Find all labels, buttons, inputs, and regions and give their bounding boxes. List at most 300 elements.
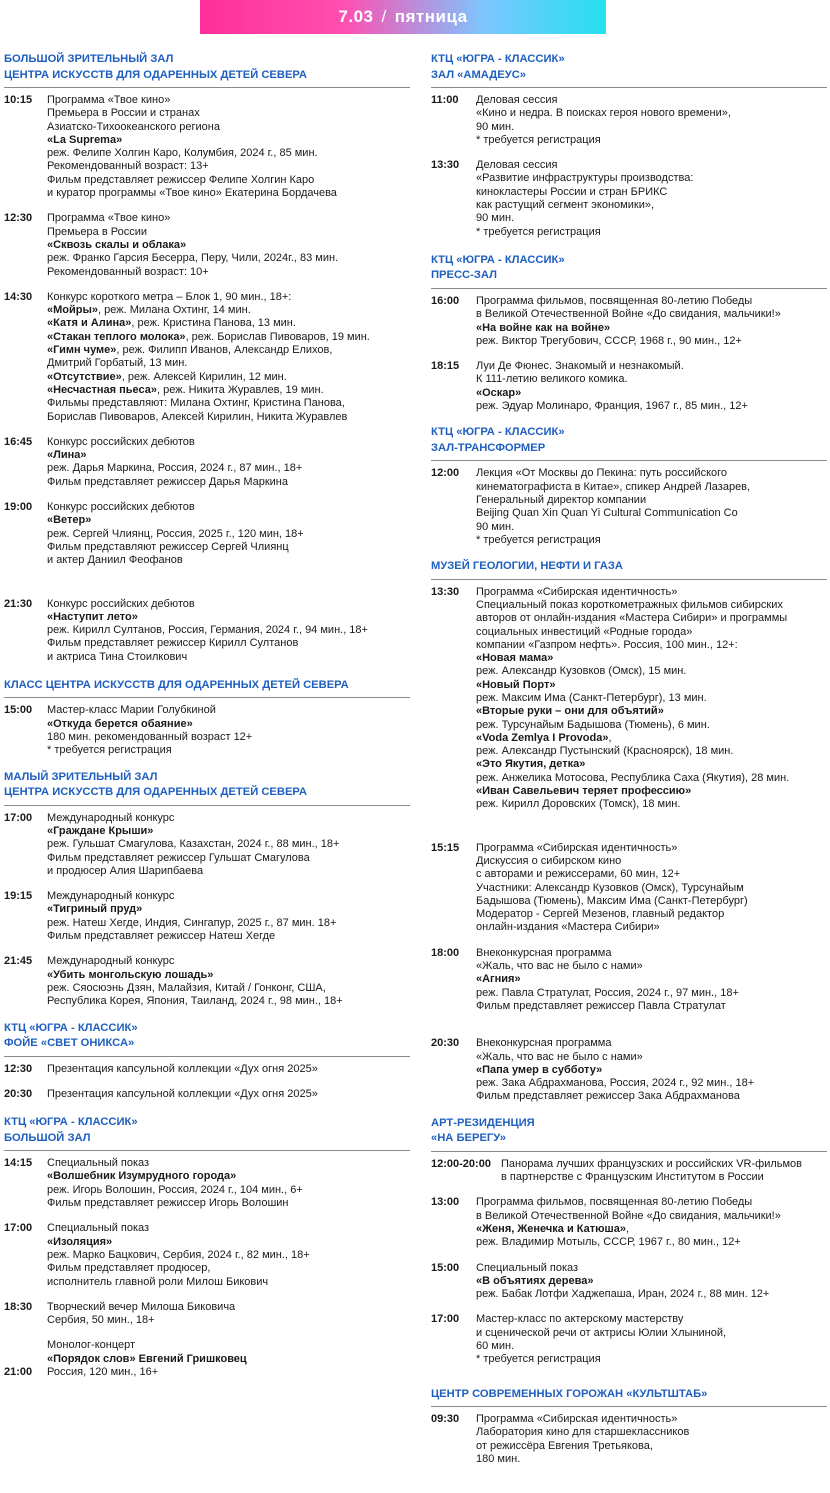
film-title: «Лина» (47, 449, 87, 462)
film-title: «Стакан теплого молока» (47, 330, 186, 343)
event-details (47, 598, 410, 664)
event-time: 15:00 (4, 704, 33, 717)
venue-section (4, 678, 410, 758)
film-title: «Иван Савельевич теряет профессию» (476, 785, 692, 798)
venue-header (431, 1116, 827, 1152)
venue-title: КТЦ «ЮГРА - КЛАССИК» (431, 253, 565, 266)
venue-title: ФОЙЕ «СВЕТ ОНИКСА» (4, 1037, 135, 1050)
venue-section (431, 425, 827, 547)
event-time: 17:00 (4, 1222, 33, 1235)
banner-date: 7.03 (338, 7, 374, 26)
date-banner (200, 0, 606, 34)
event-line: Специальный показ (47, 1222, 150, 1235)
film-info: , реж. Борислав Пивоваров, 19 мин. (185, 330, 370, 343)
event-details (47, 1339, 410, 1379)
schedule-event (4, 1339, 410, 1379)
event-line: реж. Фелипе Холгин Каро, Колумбия, 2024 г., 85 мин. (47, 147, 318, 160)
film-title: «Гимн чуме» (47, 344, 117, 357)
event-line: реж. Павла Стратулат, Россия, 2024 г., 97 мин., 18+ (476, 986, 739, 999)
schedule-event (431, 467, 827, 547)
event-details (47, 291, 410, 424)
event-time: 12:00 (431, 467, 460, 480)
right-column (431, 52, 827, 1478)
event-line: реж. Сяосюэнь Дзян, Малайзия, Китай / Гонконг, США, (47, 981, 326, 994)
event-time: 14:15 (4, 1157, 33, 1170)
event-line: Программа фильмов, посвященная 80-летию Победы (476, 1196, 753, 1209)
film-title: «Мойры» (47, 304, 98, 317)
event-line: «Жаль, что вас не было с нами» (476, 960, 643, 973)
event-time: 17:00 (4, 811, 33, 824)
event-details (476, 94, 827, 147)
venue-title: АРТ-РЕЗИДЕНЦИЯ (431, 1116, 535, 1129)
venue-title: КТЦ «ЮГРА - КЛАССИК» (4, 1116, 138, 1129)
venue-header (431, 52, 827, 88)
schedule-event (4, 1301, 410, 1328)
event-line: реж. Эдуар Молинаро, Франция, 1967 г., 85 мин., 12+ (476, 400, 748, 413)
event-time: 21:00 (4, 1365, 33, 1378)
event-line: * требуется регистрация (47, 744, 172, 757)
venue-title: «НА БЕРЕГУ» (431, 1132, 507, 1145)
event-line: Луи Де Фюнес. Знакомый и незнакомый. (476, 360, 684, 373)
event-line: Бадышова (Тюмень), Максим Има (Санкт-Петербург) (476, 894, 748, 907)
event-line: реж. Натеш Хегде, Индия, Сингапур, 2025 г., 87 мин. 18+ (47, 916, 337, 929)
event-line: и актриса Тина Стоилкович (47, 650, 188, 663)
event-line: Деловая сессия (476, 94, 558, 106)
film-title: «Граждане Крыши» (47, 824, 154, 837)
event-line: * требуется регистрация (476, 1353, 601, 1366)
venue-section (431, 1116, 827, 1367)
event-line: Сербия, 50 мин., 18+ (47, 1314, 155, 1327)
event-line: Международный конкурс (47, 811, 175, 824)
event-line: Специальный показ (47, 1157, 150, 1170)
event-line: Внеконкурсная программа (476, 946, 612, 959)
schedule-event (431, 1196, 827, 1249)
event-line: Программа фильмов, посвященная 80-летию Победы (476, 294, 753, 307)
event-line: Конкурс российских дебютов (47, 435, 195, 448)
schedule-event (4, 1088, 410, 1101)
event-line: Фильм представляет режиссер Натеш Хегде (47, 930, 276, 943)
event-details (47, 212, 410, 278)
event-host: Евгений Гришковец (135, 1352, 247, 1365)
film-title: «В объятиях дерева» (476, 1274, 594, 1287)
event-line: реж. Кирилл Доровских (Томск), 18 мин. (476, 798, 681, 811)
film-title: «На войне как на войне» (476, 321, 611, 334)
event-details (476, 467, 827, 547)
event-time: 13:30 (431, 585, 460, 598)
venue-title: КЛАСС ЦЕНТРА ИСКУССТВ ДЛЯ ОДАРЕННЫХ ДЕТЕЙ СЕВЕРА (4, 678, 349, 691)
event-line: Рекомендованный возраст: 10+ (47, 265, 209, 278)
event-time: 18:30 (4, 1300, 33, 1313)
venue-title: ЦЕНТР СОВРЕМЕННЫХ ГОРОЖАН «КУЛЬТШТАБ» (431, 1387, 708, 1400)
event-line: Лаборатория кино для старшеклассников (476, 1426, 690, 1439)
event-line: Премьера в России и странах (47, 107, 200, 120)
schedule-event (431, 1413, 827, 1466)
venue-title: КТЦ «ЮГРА - КЛАССИК» (431, 53, 565, 65)
event-details (476, 1196, 827, 1249)
event-line: реж. Марко Бацкович, Сербия, 2024 г., 82 мин., 18+ (47, 1248, 310, 1261)
event-details (476, 1262, 827, 1302)
schedule-event (431, 586, 827, 812)
film-title: «Несчастная пьеса» (47, 383, 157, 396)
event-line: Мастер-класс по актерскому мастерству (476, 1313, 684, 1326)
event-line: Монолог-концерт (47, 1339, 136, 1352)
schedule-event (431, 1158, 827, 1185)
event-line: Программа «Сибирская идентичность» (476, 1413, 678, 1426)
event-line: Фильм представляет режиссер Гульшат Смагулова (47, 851, 310, 864)
venue-section (4, 770, 410, 1009)
venue-header (4, 1115, 410, 1151)
event-line: «Жаль, что вас не было с нами» (476, 1050, 643, 1063)
schedule-event (4, 890, 410, 943)
event-line: реж. Максим Има (Санкт-Петербург), 13 мин. (476, 692, 707, 704)
event-line: Республика Корея, Япония, Таиланд, 2024 г., 98 мин., 18+ (47, 995, 343, 1008)
event-line: 90 мин. (476, 520, 515, 533)
schedule-event (4, 704, 410, 757)
event-line: реж. Франко Гарсия Бесерра, Перу, Чили, 2024г., 83 мин. (47, 252, 339, 265)
event-line: Панорама лучших французских и российских VR-фильмов (501, 1157, 803, 1170)
film-title: «Убить монгольскую лошадь» (47, 968, 214, 981)
event-line (47, 304, 410, 317)
event-line: как растущий сегмент экономики», (476, 199, 655, 212)
event-line: Фильм представляет режиссер Дарья Маркина (47, 475, 288, 488)
event-line: реж. Бабак Лотфи Хаджепаша, Иран, 2024 г., 88 мин. 12+ (476, 1288, 770, 1301)
event-line: Конкурс короткого метра – Блок 1, 90 мин., 18+: (47, 290, 292, 303)
event-line: Специальный показ (476, 1261, 579, 1274)
venue-header (4, 1021, 410, 1057)
event-time: 15:15 (431, 841, 460, 854)
venue-section (431, 52, 827, 239)
event-details (476, 1313, 827, 1366)
event-line: авторов от онлайн-издания «Мастера Сибири» и программы (476, 612, 788, 625)
event-details (476, 1413, 827, 1466)
event-details (476, 947, 827, 1013)
event-line: кинокластеры России и стран БРИКС (476, 185, 668, 198)
event-time: 16:45 (4, 435, 33, 448)
event-line: и сценической речи от актрисы Юлии Хлыниной, (476, 1326, 727, 1339)
event-line: Презентация капсульной коллекции «Дух огня 2025» (47, 1062, 318, 1075)
event-time: 16:00 (431, 294, 460, 307)
event-details (501, 1158, 827, 1185)
event-details (476, 295, 827, 348)
venue-header (4, 52, 410, 88)
event-line: Модератор - Сергей Мезенов, главный редактор (476, 908, 725, 921)
event-time: 10:15 (4, 94, 33, 106)
schedule-event (4, 1157, 410, 1210)
schedule-event (4, 1222, 410, 1288)
film-title: «Оскар» (476, 386, 522, 399)
event-line: Программа «Сибирская идентичность» (476, 841, 678, 854)
film-info: , реж. Алексей Кирилин, 12 мин. (121, 370, 287, 383)
venue-title: МУЗЕЙ ГЕОЛОГИИ, НЕФТИ И ГАЗА (431, 560, 623, 573)
schedule-event (431, 947, 827, 1013)
event-line: исполнитель главной роли Милош Бикович (47, 1275, 269, 1288)
schedule-event (431, 1313, 827, 1366)
event-line: 180 мин. рекомендованный возраст 12+ (47, 731, 253, 744)
film-title: «Женя, Женечка и Катюша» (476, 1222, 626, 1235)
film-info: , реж. Филипп Иванов, Александр Елихов, (116, 344, 333, 357)
event-line: Генеральный директор компании (476, 493, 647, 506)
venue-title: ЦЕНТРА ИСКУССТВ ДЛЯ ОДАРЕННЫХ ДЕТЕЙ СЕВЕРА (4, 68, 307, 81)
event-line: с авторами и режиссерами, 60 мин, 12+ (476, 868, 681, 881)
event-details (476, 586, 827, 812)
event-time: 12:00-20:00 (431, 1157, 491, 1170)
venue-title: МАЛЫЙ ЗРИТЕЛЬНЫЙ ЗАЛ (4, 770, 158, 783)
event-line: в Великой Отечественной Войне «До свидания, мальчики!» (476, 308, 781, 321)
event-details (476, 159, 827, 239)
event-line: онлайн-издания «Мастера Сибири» (476, 921, 660, 934)
venue-title: КТЦ «ЮГРА - КЛАССИК» (431, 426, 565, 439)
film-title: «Voda Zemlya I Provoda» (476, 731, 609, 744)
film-info: , (625, 1222, 629, 1235)
schedule-event (4, 436, 410, 489)
schedule-event (431, 1262, 827, 1302)
event-line: Рекомендованный возраст: 13+ (47, 160, 209, 173)
event-line: * требуется регистрация (476, 533, 601, 546)
event-time: 09:30 (431, 1413, 460, 1426)
event-line: Программа «Твое кино» (47, 212, 171, 225)
event-line: Внеконкурсная программа (476, 1037, 612, 1050)
event-details (47, 94, 410, 200)
event-line: Конкурс российских дебютов (47, 597, 195, 610)
schedule-event (4, 212, 410, 278)
venue-title: ЦЕНТРА ИСКУССТВ ДЛЯ ОДАРЕННЫХ ДЕТЕЙ СЕВЕРА (4, 786, 307, 799)
event-line: реж. Александр Кузовков (Омск), 15 мин. (476, 665, 687, 678)
event-details (47, 436, 410, 489)
event-details (47, 890, 410, 943)
event-line (47, 384, 410, 397)
event-line (476, 732, 827, 745)
film-title: «Папа умер в субботу» (476, 1063, 603, 1076)
event-line: Презентация капсульной коллекции «Дух огня 2025» (47, 1087, 318, 1100)
event-line: Творческий вечер Милоша Биковича (47, 1300, 236, 1313)
film-title: «Откуда берется обаяние» (47, 717, 193, 730)
event-time: 11:00 (431, 94, 459, 106)
event-line: реж. Александр Пустынский (Красноярск), 18 мин. (476, 745, 734, 758)
event-time: 13:00 (431, 1196, 460, 1209)
event-line (47, 344, 410, 357)
event-details (47, 1222, 410, 1288)
event-line (47, 331, 410, 344)
event-time: 19:15 (4, 890, 33, 903)
event-details (47, 812, 410, 878)
film-info: , реж. Милана Охтинг, 14 мин. (98, 304, 251, 317)
event-time: 20:30 (4, 1087, 33, 1100)
event-time: 14:30 (4, 290, 33, 303)
event-line: Дмитрий Горбатый, 13 мин. (47, 357, 188, 370)
event-line: Фильм представляет продюсер, (47, 1262, 211, 1275)
venue-header (431, 1387, 827, 1408)
schedule-event (4, 955, 410, 1008)
venue-section (4, 52, 410, 664)
venue-title: КТЦ «ЮГРА - КЛАССИК» (4, 1021, 138, 1034)
event-time: 12:30 (4, 1062, 33, 1075)
venue-header (4, 770, 410, 806)
venue-section (4, 1115, 410, 1379)
event-line: Лекция «От Москвы до Пекина: путь российского (476, 467, 728, 480)
event-details (476, 360, 827, 413)
event-line: Россия, 120 мин., 16+ (47, 1365, 159, 1378)
event-line: 90 мин. (476, 120, 515, 133)
venue-section (431, 253, 827, 413)
venue-section (431, 559, 827, 1104)
schedule-event (4, 501, 410, 567)
venue-header (431, 425, 827, 461)
schedule-event (4, 291, 410, 424)
venue-title: ЗАЛ «АМАДЕУС» (431, 68, 526, 81)
event-line: * требуется регистрация (476, 225, 601, 238)
banner-separator: / (381, 7, 387, 26)
event-line: в Великой Отечественной Войне «До свидания, мальчики!» (476, 1209, 781, 1222)
event-line: реж. Гульшат Смагулова, Казахстан, 2024 г., 88 мин., 18+ (47, 838, 340, 851)
event-details (47, 1088, 410, 1101)
event-line: Деловая сессия (476, 159, 558, 172)
event-line: и куратор программы «Твое кино» Екатерина Бордачева (47, 187, 337, 200)
event-line: реж. Игорь Волошин, Россия, 2024 г., 104 мин., 6+ (47, 1183, 303, 1196)
schedule-event (431, 94, 827, 147)
event-details (47, 955, 410, 1008)
event-line: и актер Даниил Феофанов (47, 554, 183, 567)
venue-title: БОЛЬШОЙ ЗРИТЕЛЬНЫЙ ЗАЛ (4, 53, 174, 65)
event-line (47, 371, 410, 384)
schedule-event (431, 360, 827, 413)
event-line: реж. Турсунайым Бадышова (Тюмень), 6 мин. (476, 718, 710, 731)
film-title: «Наступит лето» (47, 610, 138, 623)
venue-section (431, 1387, 827, 1467)
event-line: Дискуссия о сибирском кино (476, 854, 622, 867)
film-title: «Новая мама» (476, 652, 554, 665)
event-time: 20:30 (431, 1037, 460, 1050)
event-line: 180 мин. (476, 1452, 521, 1465)
event-line: в партнерстве с Французским Институтом в России (501, 1171, 764, 1184)
schedule-event (431, 295, 827, 348)
banner-weekday: пятница (394, 7, 468, 26)
film-title: «Агния» (476, 973, 521, 986)
film-title: «Изоляция» (47, 1235, 113, 1248)
event-line: «Кино и недра. В поисках героя нового времени», (476, 107, 731, 120)
event-line: Премьера в России (47, 225, 148, 238)
event-time: 21:30 (4, 597, 33, 610)
venue-title: ПРЕСС-ЗАЛ (431, 269, 497, 282)
event-line: от режиссёра Евгения Третьякова, (476, 1439, 653, 1452)
event-line: Международный конкурс (47, 890, 175, 903)
event-line: социальных инвестиций «Родные города» (476, 625, 693, 638)
event-line: кинематографиста в Китае», спикер Андрей Лазарев, (476, 480, 751, 493)
schedule-event (4, 1063, 410, 1076)
film-info: , (608, 731, 612, 744)
event-line: «Развитие инфраструктуры производства: (476, 172, 694, 185)
event-time: 18:15 (431, 360, 460, 373)
film-title: «Катя и Алина» (47, 317, 132, 330)
venue-header (431, 253, 827, 289)
film-title: «Отсутствие» (47, 370, 122, 383)
event-line: Фильм представляет режиссер Фелипе Холгин Каро (47, 173, 315, 186)
event-line: Азиатско-Тихоокеанского региона (47, 120, 220, 133)
event-line: * требуется регистрация (476, 133, 601, 146)
venue-header (431, 559, 827, 580)
event-line: Конкурс российских дебютов (47, 501, 195, 514)
event-line: Beijing Quan Xin Quan Yi Cultural Communication Co (476, 507, 738, 520)
event-line: Фильмы представляют: Милана Охтинг, Кристина Панова, (47, 397, 345, 410)
film-title: «Волшебник Изумрудного города» (47, 1170, 237, 1183)
event-details (47, 1157, 410, 1210)
event-line: К 111-летию великого комика. (476, 373, 628, 386)
schedule-event (431, 842, 827, 935)
venue-title: БОЛЬШОЙ ЗАЛ (4, 1131, 91, 1144)
event-line: Специальный показ короткометражных фильмов сибирских (476, 598, 783, 611)
event-time: 15:00 (431, 1261, 460, 1274)
schedule-event (4, 812, 410, 878)
film-title: «Новый Порт» (476, 678, 556, 691)
event-time: 17:00 (431, 1313, 460, 1326)
event-line: Участники: Александр Кузовков (Омск), Турсунайым (476, 881, 744, 894)
event-line: Фильм представляет режиссер Зака Абдрахманова (476, 1090, 740, 1103)
film-title: «Вторые руки – они для объятий» (476, 705, 664, 718)
event-line: компании «Газпром нефть». Россия, 100 мин., 12+: (476, 638, 738, 651)
venue-section (4, 1021, 410, 1102)
event-line: Мастер-класс Марии Голубкиной (47, 704, 216, 717)
event-line (47, 317, 410, 330)
event-details (47, 1063, 410, 1076)
event-line: 90 мин. (476, 212, 515, 225)
event-line: Фильм представляет режиссер Павла Стратулат (476, 999, 726, 1012)
film-title: «Порядок слов» (47, 1352, 136, 1365)
event-line: реж. Дарья Маркина, Россия, 2024 г., 87 мин., 18+ (47, 462, 303, 475)
event-line: реж. Кирилл Султанов, Россия, Германия, 2024 г., 94 мин., 18+ (47, 624, 368, 637)
event-line: реж. Виктор Трегубович, СССР, 1968 г., 90 мин., 12+ (476, 334, 742, 347)
event-line: 60 мин. (476, 1339, 515, 1352)
event-line: Международный конкурс (47, 955, 175, 968)
event-time: 21:45 (4, 955, 33, 968)
event-line: Фильм представляет режиссер Игорь Волошин (47, 1197, 289, 1210)
event-line (476, 1223, 827, 1236)
schedule-event (4, 598, 410, 664)
event-time: 19:00 (4, 501, 33, 514)
venue-title: ЗАЛ-ТРАНСФОРМЕР (431, 441, 546, 454)
film-title: «Ветер» (47, 514, 92, 527)
film-title: «La Suprema» (47, 133, 123, 146)
event-time: 13:30 (431, 159, 460, 172)
event-details (476, 842, 827, 935)
film-info: , реж. Никита Журавлев, 19 мин. (156, 383, 324, 396)
event-line: реж. Зака Абдрахманова, Россия, 2024 г., 92 мин., 18+ (476, 1077, 755, 1090)
schedule-event (4, 94, 410, 200)
event-line: Борислав Пивоваров, Алексей Кирилин, Никита Журавлев (47, 410, 348, 423)
event-time: 18:00 (431, 946, 460, 959)
film-title: «Тигриный пруд» (47, 903, 143, 916)
event-time: 12:30 (4, 212, 33, 225)
schedule-event (431, 159, 827, 239)
event-details (47, 1301, 410, 1328)
event-line: и продюсер Алия Шарипбаева (47, 864, 204, 877)
film-title: «Это Якутия, детка» (476, 758, 586, 771)
schedule-event (431, 1037, 827, 1103)
event-line: Фильм представляют режиссер Сергей Члиянц (47, 540, 289, 553)
event-line: реж. Сергей Члиянц, Россия, 2025 г., 120 мин, 18+ (47, 527, 304, 540)
event-line: реж. Владимир Мотыль, СССР, 1967 г., 80 мин., 12+ (476, 1236, 741, 1249)
left-column (4, 52, 410, 1391)
film-title: «Сквозь скалы и облака» (47, 238, 187, 251)
event-line: Программа «Сибирская идентичность» (476, 585, 678, 598)
event-line (47, 1353, 410, 1366)
event-details (47, 501, 410, 567)
event-line: Программа «Твое кино» (47, 94, 171, 106)
film-info: , реж. Кристина Панова, 13 мин. (131, 317, 296, 330)
event-details (476, 1037, 827, 1103)
event-line: реж. Анжелика Мотосова, Республика Саха (Якутия), 28 мин. (476, 771, 790, 784)
venue-header (4, 678, 410, 699)
event-details (47, 704, 410, 757)
event-line: Фильм представляет режиссер Кирилл Султанов (47, 637, 299, 650)
